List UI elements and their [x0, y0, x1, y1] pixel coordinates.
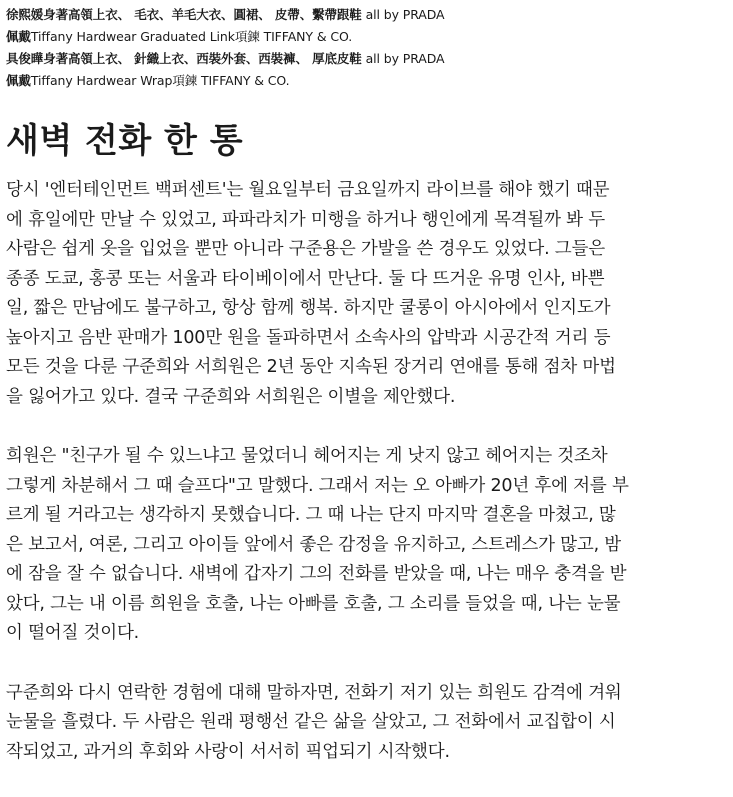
text-line: 높아지고 음반 판매가 100만 원을 돌파하면서 소속사의 압박과 시공간적 거리 등 — [6, 327, 611, 348]
text-line: 작되었고, 과거의 후회와 사랑이 서서히 픽업되기 시작했다. — [6, 741, 450, 762]
section-title: 새벽 전화 한 통 — [6, 121, 244, 161]
text-line: 이 떨어질 것이다. — [6, 623, 140, 643]
text-line: 은 보고서, 여론, 그리고 아이들 앞에서 좋은 감정을 유지하고, 스트레스가 많고, 밤 — [6, 534, 621, 555]
text-line: 구준희와 다시 연락한 경험에 대해 말하자면, 전화기 저기 있는 희원도 감격에 겨워 — [6, 682, 622, 703]
text-line: 에 휴일에만 만날 수 있었고, 파파라치가 미행을 하거나 행인에게 목격될까 봐 두 — [6, 209, 605, 230]
text-line: 사람은 쉽게 옷을 입었을 뿐만 아니라 구준용은 가발을 쓴 경우도 있었다. 그들은 — [6, 239, 605, 259]
credit-bold: 具俊曄身著高領上衣、 針織上衣、西裝外套、西裝褲、 厚底皮鞋 — [6, 51, 362, 66]
paragraph-2 — [6, 442, 724, 649]
text-line: 일, 짧은 만남에도 불구하고, 항상 함께 행복. 하지만 쿨롱이 아시아에서 인지도가 — [6, 298, 611, 318]
credit-bold: 佩戴 — [6, 29, 31, 44]
text-line: 았다, 그는 내 이름 희원을 호출, 나는 아빠를 호출, 그 소리를 들었을 때, 나는 눈물 — [6, 593, 621, 614]
text-line: 희원은 "친구가 될 수 있느냐고 물었더니 헤어지는 게 낫지 않고 헤어지는 것조차 — [6, 446, 608, 466]
text-line: 을 잃어가고 있다. 결국 구준희와 서희원은 이별을 제안했다. — [6, 386, 456, 407]
text-line: 당시 '엔터테인먼트 백퍼센트'는 월요일부터 금요일까지 라이브를 해야 했기 때문 — [6, 180, 610, 200]
credit-line — [6, 4, 726, 26]
credit-line — [6, 48, 726, 70]
paragraph-1 — [6, 176, 724, 412]
credit-bold: 徐熙媛身著高領上衣、 毛衣、羊毛大衣、圓裙、 皮帶、繫帶跟鞋 — [6, 7, 362, 22]
text-line: 모든 것을 다룬 구준희와 서희원은 2년 동안 지속된 장거리 연애를 통해 점차 마법 — [6, 357, 616, 377]
article-body — [6, 176, 724, 797]
credit-brand: all by PRADA — [361, 7, 445, 22]
credit-brand: Tiffany Hardwear Wrap項鍊 TIFFANY & CO. — [30, 73, 290, 88]
credit-line — [6, 70, 726, 92]
credit-line — [6, 26, 726, 48]
paragraph-3 — [6, 679, 724, 768]
text-line: 르게 될 거라고는 생각하지 못했습니다. 그 때 나는 단지 마지막 결혼을 마쳤고, 많 — [6, 505, 616, 525]
text-line: 에 잠을 잘 수 없습니다. 새벽에 갑자기 그의 전화를 받았을 때, 나는 매우 충격을 받 — [6, 564, 627, 584]
photo-credits — [6, 4, 726, 92]
credit-brand: Tiffany Hardwear Graduated Link項鍊 TIFFANY & CO. — [30, 29, 353, 44]
text-line: 눈물을 흘렸다. 두 사람은 원래 평행선 같은 삶을 살았고, 그 전화에서 교집합이 시 — [6, 712, 616, 732]
text-line: 종종 도쿄, 홍콩 또는 서울과 타이베이에서 만난다. 둘 다 뜨거운 유명 인사, 바쁜 — [6, 268, 605, 289]
text-line: 그렇게 차분해서 그 때 슬프다"고 말했다. 그래서 저는 오 아빠가 20년 후에 저를 부 — [6, 475, 629, 496]
credit-brand: all by PRADA — [361, 51, 445, 66]
credit-bold: 佩戴 — [6, 73, 31, 88]
